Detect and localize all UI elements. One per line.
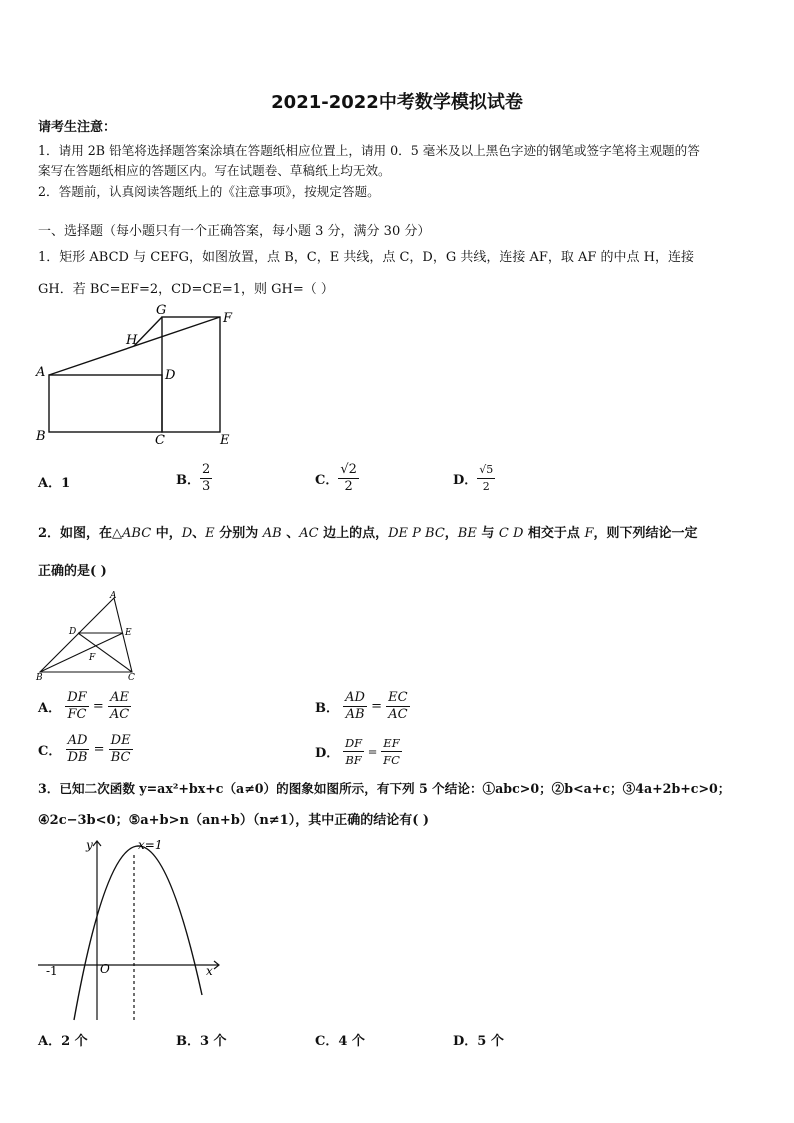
q1-option-d-den: 2 bbox=[482, 480, 490, 493]
fraction-denominator: AC bbox=[388, 707, 408, 722]
q3-line-2: ④2c−3b<0；⑤a+b>n（an+b）（n≠1），其中正确的结论有( ) bbox=[38, 813, 430, 828]
q1-option-b-num: 2 bbox=[202, 462, 211, 477]
q2-label-c: C bbox=[128, 673, 135, 682]
fraction-denominator: BF bbox=[345, 753, 362, 767]
equals-sign: = bbox=[92, 699, 104, 714]
q1-option-d-num: √5 bbox=[477, 462, 495, 479]
q1-option-b bbox=[176, 462, 212, 495]
q2-option-c-left bbox=[66, 733, 90, 766]
q1-option-d-fraction bbox=[477, 462, 495, 495]
q3-axis-of-symmetry-label: x=1 bbox=[138, 838, 163, 852]
fraction-numerator: EF bbox=[381, 735, 402, 752]
q1-option-a: A．1 bbox=[38, 476, 71, 491]
q3-neg1-label: -1 bbox=[46, 964, 58, 978]
q2-math: AC bbox=[299, 526, 319, 541]
q3-option-b: B．3 个 bbox=[176, 1034, 227, 1049]
fraction-numerator: DF bbox=[344, 736, 363, 750]
q2-figure bbox=[34, 590, 144, 682]
notice-heading: 请考生注意： bbox=[38, 120, 117, 135]
q1-option-d bbox=[453, 462, 495, 495]
q2-option-a-prefix: A． bbox=[38, 701, 62, 716]
q2-math: △ABC bbox=[112, 526, 152, 541]
q1-option-c-prefix: C． bbox=[315, 473, 339, 488]
q2-option-c bbox=[38, 733, 133, 766]
q2-option-c-prefix: C． bbox=[38, 744, 62, 759]
page-title: 2021-2022中考数学模拟试卷 bbox=[271, 92, 523, 113]
q2-math: DE P BC bbox=[388, 526, 445, 541]
q3-line-1: 3．已知二次函数 y=ax²+bx+c（a≠0）的图象如图所示，有下列 5 个结论：①abc>0；②b<a+c；③4a+2b+c>0； bbox=[38, 781, 731, 796]
q2-math: BE bbox=[457, 526, 477, 541]
q1-label-f: F bbox=[223, 311, 233, 326]
q1-label-b: B bbox=[36, 429, 46, 444]
q1-option-c-fraction bbox=[338, 462, 359, 495]
q2-option-c-right bbox=[109, 733, 133, 766]
q2-option-a-left bbox=[65, 690, 88, 723]
q2-option-b-prefix: B． bbox=[315, 701, 339, 716]
fraction-numerator: EC bbox=[388, 690, 408, 705]
q2-label-d: D bbox=[69, 627, 77, 637]
q1-line-2: GH．若 BC=EF=2，CD=CE=1，则 GH=（ ） bbox=[38, 282, 334, 297]
equals-sign: = bbox=[371, 699, 382, 714]
q2-option-b-right bbox=[386, 690, 409, 723]
q2-text: 分别为 bbox=[214, 526, 263, 541]
fraction-denominator: AB bbox=[345, 707, 365, 722]
q2-label-f: F bbox=[89, 653, 96, 663]
q2-option-a bbox=[38, 690, 131, 723]
q2-text: 相交于点 bbox=[523, 526, 585, 541]
q2-option-d-right bbox=[381, 735, 402, 768]
q2-label-b: B bbox=[36, 673, 43, 682]
q2-label-a: A bbox=[110, 591, 117, 601]
q2-math: C D bbox=[498, 526, 524, 541]
q1-label-h: H bbox=[126, 333, 138, 348]
equals-sign: = bbox=[93, 742, 105, 757]
fraction-denominator: AC bbox=[109, 707, 130, 722]
q1-option-b-prefix: B． bbox=[176, 473, 200, 488]
q1-label-e: E bbox=[220, 433, 230, 448]
fraction-denominator: FC bbox=[67, 707, 87, 722]
notice-line-3: 2．答题前，认真阅读答题纸上的《注意事项》，按规定答题。 bbox=[38, 184, 380, 199]
q1-option-b-den: 3 bbox=[202, 479, 211, 494]
q1-label-a: A bbox=[36, 365, 46, 380]
q2-option-b bbox=[315, 690, 410, 723]
q1-option-c bbox=[315, 462, 359, 495]
q1-option-d-prefix: D． bbox=[453, 473, 478, 488]
q3-graph bbox=[34, 835, 234, 1025]
fraction-numerator: AD bbox=[66, 733, 90, 750]
q2-option-d-left bbox=[343, 735, 364, 768]
q2-text: ，则下列结论一定 bbox=[593, 526, 698, 541]
q1-figure bbox=[34, 302, 244, 452]
q3-option-d: D．5 个 bbox=[453, 1034, 504, 1049]
equals-sign: = bbox=[367, 744, 378, 759]
q1-option-c-num: √2 bbox=[340, 462, 357, 477]
q2-option-a-right bbox=[108, 690, 131, 723]
q2-text: 、 bbox=[192, 526, 206, 541]
q2-math: E bbox=[205, 526, 215, 541]
q2-math: D bbox=[181, 526, 193, 541]
q2-text: 边上的点， bbox=[318, 526, 389, 541]
q3-y-axis-label: y bbox=[86, 838, 93, 852]
q2-text: 与 bbox=[476, 526, 499, 541]
notice-line-1: 1．请用 2B 铅笔将选择题答案涂填在答题纸相应位置上，请用 0．5 毫米及以上黑色字迹的钢笔或签字笔将主观题的答 bbox=[38, 143, 700, 158]
fraction-numerator: AD bbox=[345, 690, 365, 705]
q1-option-c-den: 2 bbox=[344, 479, 353, 494]
q2-line-2: 正确的是( ) bbox=[38, 564, 107, 579]
q2-math: F bbox=[584, 526, 594, 541]
section-heading: 一、选择题（每小题只有一个正确答案，每小题 3 分，满分 30 分） bbox=[38, 224, 431, 239]
q2-label-e: E bbox=[125, 628, 132, 638]
fraction-denominator: DB bbox=[67, 750, 88, 765]
q3-x-axis-label: x bbox=[206, 964, 213, 978]
q3-option-a: A．2 个 bbox=[38, 1034, 88, 1049]
q1-option-b-fraction bbox=[200, 462, 212, 495]
fraction-denominator: FC bbox=[383, 753, 400, 767]
fraction-denominator: BC bbox=[110, 750, 131, 765]
q1-line-1: 1．矩形 ABCD 与 CEFG，如图放置，点 B，C，E 共线，点 C，D，G 共线，连接 AF，取 AF 的中点 H，连接 bbox=[38, 250, 695, 265]
q2-math: AB bbox=[262, 526, 282, 541]
fraction-numerator: DF bbox=[67, 690, 87, 705]
fraction-numerator: AE bbox=[108, 690, 131, 707]
fraction-numerator: DE bbox=[110, 733, 131, 748]
q2-text: 中， bbox=[151, 526, 182, 541]
q2-option-b-left bbox=[343, 690, 367, 723]
q2-line-1 bbox=[38, 524, 698, 544]
notice-line-2: 案写在答题纸相应的答题区内。写在试题卷、草稿纸上均无效。 bbox=[38, 163, 391, 178]
q1-label-g: G bbox=[156, 303, 167, 318]
q2-text: 2．如图，在 bbox=[38, 526, 113, 541]
q1-label-d: D bbox=[165, 368, 176, 383]
q3-option-c: C．4 个 bbox=[315, 1034, 365, 1049]
q2-text: ， bbox=[444, 526, 458, 541]
q2-option-d bbox=[315, 735, 402, 768]
q2-text: 、 bbox=[281, 526, 300, 541]
q2-option-d-prefix: D． bbox=[315, 746, 340, 761]
q1-label-c: C bbox=[155, 433, 165, 448]
q3-origin-label: O bbox=[100, 962, 110, 976]
